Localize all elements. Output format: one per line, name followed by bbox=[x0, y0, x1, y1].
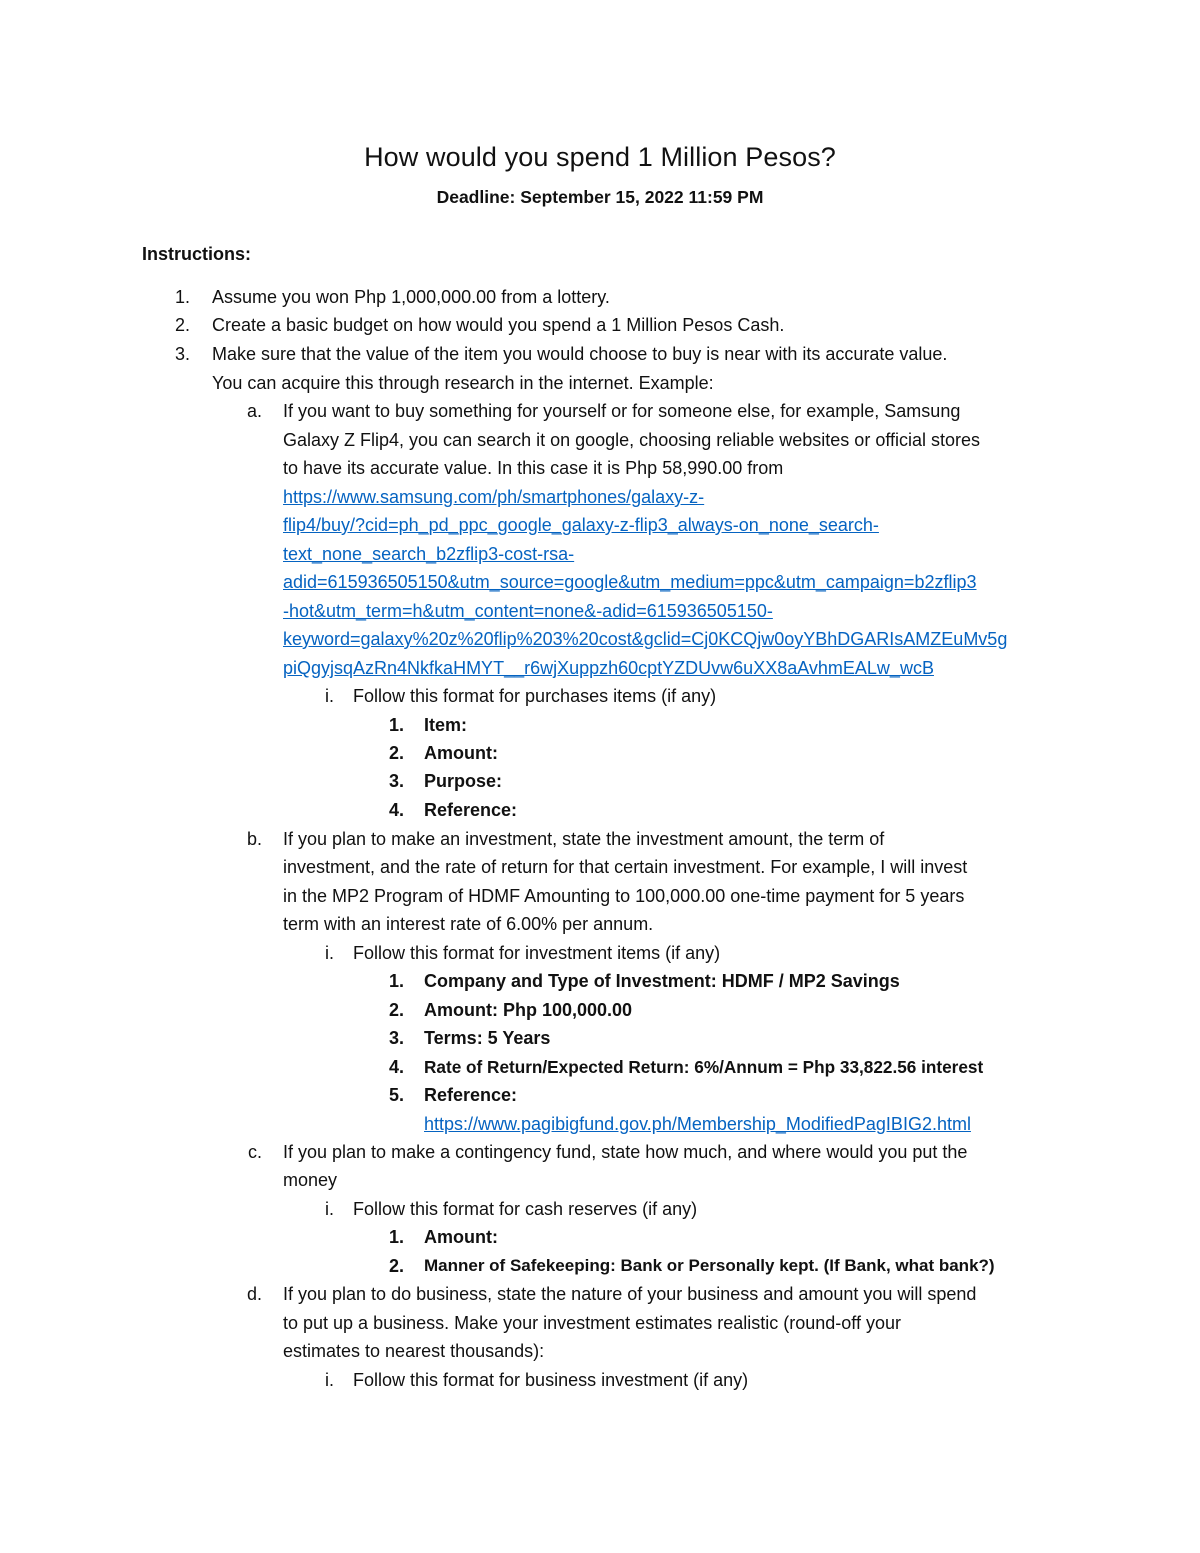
format-item-marker: 2. bbox=[388, 1000, 404, 1020]
format-instruction: Follow this format for purchases items (if any) bbox=[353, 686, 717, 706]
format-item-marker: 1. bbox=[388, 971, 404, 991]
format-item: Item: bbox=[424, 715, 468, 735]
format-instruction: Follow this format for business investment (if any) bbox=[353, 1370, 749, 1390]
instructions-heading: Instructions: bbox=[142, 244, 252, 264]
item-marker: 3. bbox=[174, 344, 190, 364]
format-item: Rate of Return/Expected Return: 6%/Annum = Php 33,822.56 interest bbox=[424, 1057, 984, 1077]
format-item-marker: 2. bbox=[388, 1256, 404, 1276]
format-item-marker: 3. bbox=[388, 1028, 404, 1048]
format-item: Manner of Safekeeping: Bank or Personally kept. (If Bank, what bank?) bbox=[424, 1256, 995, 1275]
samsung-link[interactable]: flip4/buy/?cid=ph_pd_ppc_google_galaxy-z-flip3_always-on_none_search- bbox=[283, 515, 879, 535]
samsung-link[interactable]: text_none_search_b2zflip3-cost-rsa- bbox=[283, 544, 575, 564]
list-item: Assume you won Php 1,000,000.00 from a lottery. bbox=[212, 287, 610, 307]
format-instruction: Follow this format for cash reserves (if any) bbox=[353, 1199, 698, 1219]
pagibig-link[interactable]: https://www.pagibigfund.gov.ph/Membership_ModifiedPagIBIG2.html bbox=[424, 1114, 971, 1134]
list-item: Create a basic budget on how would you spend a 1 Million Pesos Cash. bbox=[212, 315, 785, 335]
list-item-line: You can acquire this through research in the internet. Example: bbox=[212, 373, 714, 393]
sub-item-line: If you plan to make an investment, state the investment amount, the term of bbox=[283, 829, 885, 849]
format-item: Reference: bbox=[424, 800, 518, 820]
sub-item-line: to put up a business. Make your investment estimates realistic (round-off your bbox=[283, 1313, 901, 1333]
sub-item-line: money bbox=[283, 1170, 338, 1190]
format-marker: i. bbox=[325, 943, 334, 963]
format-marker: i. bbox=[325, 686, 334, 706]
sub-item-line: If you plan to do business, state the nature of your business and amount you will spend bbox=[283, 1284, 977, 1304]
samsung-link[interactable]: piQgyjsqAzRn4NkfkaHMYT__r6wjXuppzh60cptYZDUvw6uXX8aAvhmEALw_wcB bbox=[283, 658, 934, 678]
sub-item-line: investment, and the rate of return for that certain investment. For example, I will invest bbox=[283, 857, 968, 877]
format-item: Amount: Php 100,000.00 bbox=[424, 1000, 633, 1020]
deadline: Deadline: September 15, 2022 11:59 PM bbox=[436, 187, 764, 207]
format-instruction: Follow this format for investment items (if any) bbox=[353, 943, 721, 963]
sub-item-line: term with an interest rate of 6.00% per annum. bbox=[283, 914, 654, 934]
format-item: Amount: bbox=[424, 743, 498, 763]
list-item-line: Make sure that the value of the item you would choose to buy is near with its accurate value. bbox=[212, 344, 948, 364]
format-item: Reference: bbox=[424, 1085, 518, 1105]
format-marker: i. bbox=[325, 1370, 334, 1390]
sub-item-marker: b. bbox=[246, 829, 262, 849]
samsung-link[interactable]: https://www.samsung.com/ph/smartphones/galaxy-z- bbox=[283, 487, 705, 507]
format-item: Terms: 5 Years bbox=[424, 1028, 551, 1048]
page-title: How would you spend 1 Million Pesos? bbox=[364, 142, 836, 172]
sub-item-line: to have its accurate value. In this case it is Php 58,990.00 from bbox=[283, 458, 784, 478]
item-marker: 1. bbox=[174, 287, 190, 307]
sub-item-marker: d. bbox=[246, 1284, 262, 1304]
sub-item-line: If you want to buy something for yourself or for someone else, for example, Samsung bbox=[283, 401, 961, 421]
format-item-marker: 2. bbox=[388, 743, 404, 763]
format-marker: i. bbox=[325, 1199, 334, 1219]
sub-item-marker: c. bbox=[247, 1142, 262, 1162]
format-item: Company and Type of Investment: HDMF / MP2 Savings bbox=[424, 971, 900, 991]
format-item-marker: 4. bbox=[388, 1057, 404, 1077]
sub-item-line: If you plan to make a contingency fund, state how much, and where would you put the bbox=[283, 1142, 968, 1162]
samsung-link[interactable]: adid=615936505150&utm_source=google&utm_medium=ppc&utm_campaign=b2zflip3 bbox=[283, 572, 977, 592]
samsung-link[interactable]: -hot&utm_term=h&utm_content=none&-adid=615936505150- bbox=[283, 601, 773, 621]
format-item-marker: 5. bbox=[388, 1085, 404, 1105]
samsung-link[interactable]: keyword=galaxy%20z%20flip%203%20cost&gclid=Cj0KCQjw0oyYBhDGARIsAMZEuMv5g bbox=[283, 629, 1008, 649]
sub-item-marker: a. bbox=[246, 401, 262, 421]
sub-item-line: in the MP2 Program of HDMF Amounting to 100,000.00 one-time payment for 5 years bbox=[283, 886, 965, 906]
format-item-marker: 1. bbox=[388, 715, 404, 735]
format-item-marker: 3. bbox=[388, 771, 404, 791]
format-item: Purpose: bbox=[424, 771, 503, 791]
format-item-marker: 1. bbox=[388, 1227, 404, 1247]
sub-item-line: estimates to nearest thousands): bbox=[283, 1341, 545, 1361]
format-item-marker: 4. bbox=[388, 800, 404, 820]
format-item: Amount: bbox=[424, 1227, 498, 1247]
item-marker: 2. bbox=[174, 315, 190, 335]
sub-item-line: Galaxy Z Flip4, you can search it on google, choosing reliable websites or official stores bbox=[283, 430, 981, 450]
